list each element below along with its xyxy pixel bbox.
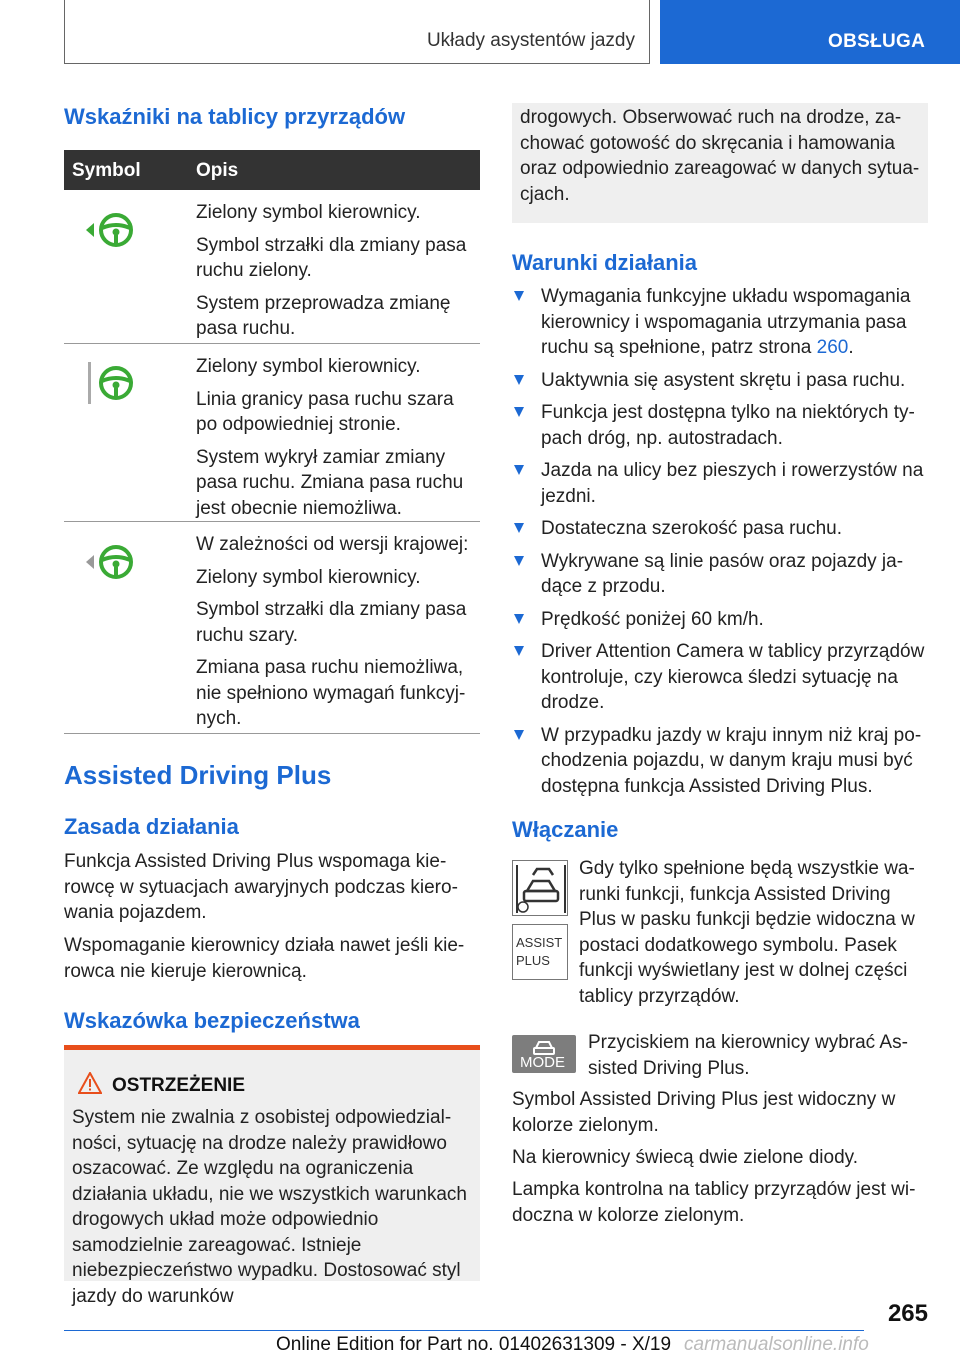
bullet-triangle-icon <box>514 465 524 475</box>
green-steering-wheel-lane-line-icon <box>76 358 136 408</box>
row2-line3: System wykrył zamiar zmiany pasa ruchu. Zmiana pasa ruchu jest obecnie niemożliwa. <box>196 446 464 519</box>
row3-line2: Zielony symbol kierownicy. <box>196 566 421 588</box>
list-item: Uaktywnia się asystent skrętu i pasa ruchu. <box>512 368 928 394</box>
table-row <box>64 344 480 522</box>
enable-paragraph-1: Gdy tylko spełnione będą wszystkie warunki funkcji, funkcja Assisted Driving Plus w pasku funkcji będzie widoczna w postaci dodatkowego symbolu. Pasek funkcji wyświetlany jest w dolnej części tablicy przyrządów. <box>579 858 915 1007</box>
table-row <box>64 522 480 734</box>
list-item: Dostateczna szerokość pasa ruchu. <box>512 516 928 542</box>
row3-line4: Zmiana pasa ruchu niemożliwa, nie spełniono wymagań funkcyjnych. <box>196 657 466 729</box>
row1-line2: Symbol strzałki dla zmiany pasa ruchu zielony. <box>196 234 467 281</box>
header-frame <box>64 0 650 64</box>
list-item: Driver Attention Camera w tablicy przyrządów kontroluje, czy kierowca śledzi sytuację na drodze. <box>512 639 928 716</box>
bullet-triangle-icon <box>514 556 524 566</box>
enable-paragraph-2: Przyciskiem na kierownicy wybrać Assisted Driving Plus. <box>588 1032 908 1079</box>
page-link[interactable]: 260 <box>816 337 849 358</box>
indicators-table <box>64 150 480 734</box>
row2-line2: Linia granicy pasa ruchu szara po odpowiedniej stronie. <box>196 388 454 435</box>
page-number: 265 <box>887 1300 928 1327</box>
table-row <box>64 190 480 344</box>
list-item: Jazda na ulicy bez pieszych i rowerzystów na jezdni. <box>512 458 928 509</box>
edition-text: Online Edition for Part no. 01402631309 - X/19 <box>276 1334 672 1355</box>
row2-line1: Zielony symbol kierownicy. <box>196 356 421 377</box>
assist-plus-icon: ASSIST PLUS <box>512 924 568 980</box>
bullet-triangle-icon <box>514 730 524 740</box>
list-item: Funkcja jest dostępna tylko na niektórych typach dróg, np. autostradach. <box>512 400 928 451</box>
enable-paragraph-4: Na kierownicy świecą dwie zielone diody. <box>512 1147 859 1168</box>
bullet-triangle-icon <box>514 407 524 417</box>
section-title: Układy asystentów jazdy <box>426 30 635 51</box>
bullet-triangle-icon <box>514 291 524 301</box>
list-item: W przypadku jazdy w kraju innym niż kraj pochodzenia pojazdu, w danym kraju musi być dostępna funkcja Assisted Driving Plus. <box>512 723 928 800</box>
indicators-heading: Wskaźniki na tablicy przyrządów <box>64 104 406 129</box>
list-item: Wymagania funkcyjne układu wspomagania kierownicy i wspomagania utrzymania pasa ruchu są spełnione, patrz strona 260. <box>512 284 928 361</box>
warning-text-continued: drogowych. Obserwować ruch na drodze, zachować gotowość do skręcania i hamowania oraz odpowiednio zareagować w danych sytuacjach. <box>520 107 920 205</box>
warning-box-continued <box>512 103 928 223</box>
row3-line1: W zależności od wersji krajowej: <box>196 534 469 555</box>
warning-text: System nie zwalnia z osobistej odpowiedzialności, sytuację na drodze należy prawidłowo oszacować. Ze względu na ograniczenia działania układu, nie we wszystkich warunkach drogowych układ może odpowiednio samodzielnie zareagować. Istnieje niebezpieczeństwo wypadku. Dostosować styl jazdy do warunków <box>72 1107 467 1307</box>
footer-divider <box>64 1330 864 1331</box>
chapter-tab <box>660 0 960 64</box>
list-item: Prędkość poniżej 60 km/h. <box>512 607 928 633</box>
bullet-triangle-icon <box>514 523 524 533</box>
principle-paragraph-2: Wspomaganie kierownicy działa nawet jeśli kierowca nie kieruje kierownicą. <box>64 935 465 982</box>
safety-heading: Wskazówka bezpieczeństwa <box>64 1008 360 1033</box>
warning-triangle-icon <box>78 1072 102 1094</box>
principle-paragraph-1: Funkcja Assisted Driving Plus wspomaga kierowcę w sytuacjach awaryjnych podczas kierowania pojazdem. <box>64 851 458 923</box>
list-item: Wykrywane są linie pasów oraz pojazdy jadące z przodu. <box>512 549 928 600</box>
row1-line3: System przeprowadza zmianę pasa ruchu. <box>196 292 451 339</box>
col-symbol: Symbol <box>72 160 141 181</box>
row3-line3: Symbol strzałki dla zmiany pasa ruchu szary. <box>196 599 467 646</box>
enable-paragraph-5: Lampka kontrolna na tablicy przyrządów jest widoczna w kolorze zielonym. <box>512 1179 916 1226</box>
table-header <box>64 150 480 190</box>
row1-line1: Zielony symbol kierownicy. <box>196 202 421 223</box>
col-description: Opis <box>196 160 239 181</box>
enable-heading: Włączanie <box>512 817 619 842</box>
mode-button-icon: MODE <box>512 1035 576 1073</box>
chapter-tab-label: OBSŁUGA <box>828 31 926 52</box>
warning-title: OSTRZEŻENIE <box>112 1075 246 1096</box>
assist-cars-icon <box>512 860 568 916</box>
bullet-triangle-icon <box>514 614 524 624</box>
conditions-list <box>512 284 928 806</box>
adp-heading: Assisted Driving Plus <box>64 760 332 790</box>
warning-box <box>64 1045 480 1307</box>
bullet-triangle-icon <box>514 646 524 656</box>
bullet-triangle-icon <box>514 375 524 385</box>
green-steering-wheel-grey-arrow-icon <box>76 540 136 584</box>
watermark: carmanualsonline.info <box>684 1334 869 1355</box>
conditions-heading: Warunki działania <box>512 250 698 275</box>
principle-heading: Zasada działania <box>64 814 239 839</box>
enable-paragraph-3: Symbol Assisted Driving Plus jest widoczny w kolorze zielonym. <box>512 1089 896 1136</box>
green-steering-wheel-arrow-icon <box>76 208 136 252</box>
